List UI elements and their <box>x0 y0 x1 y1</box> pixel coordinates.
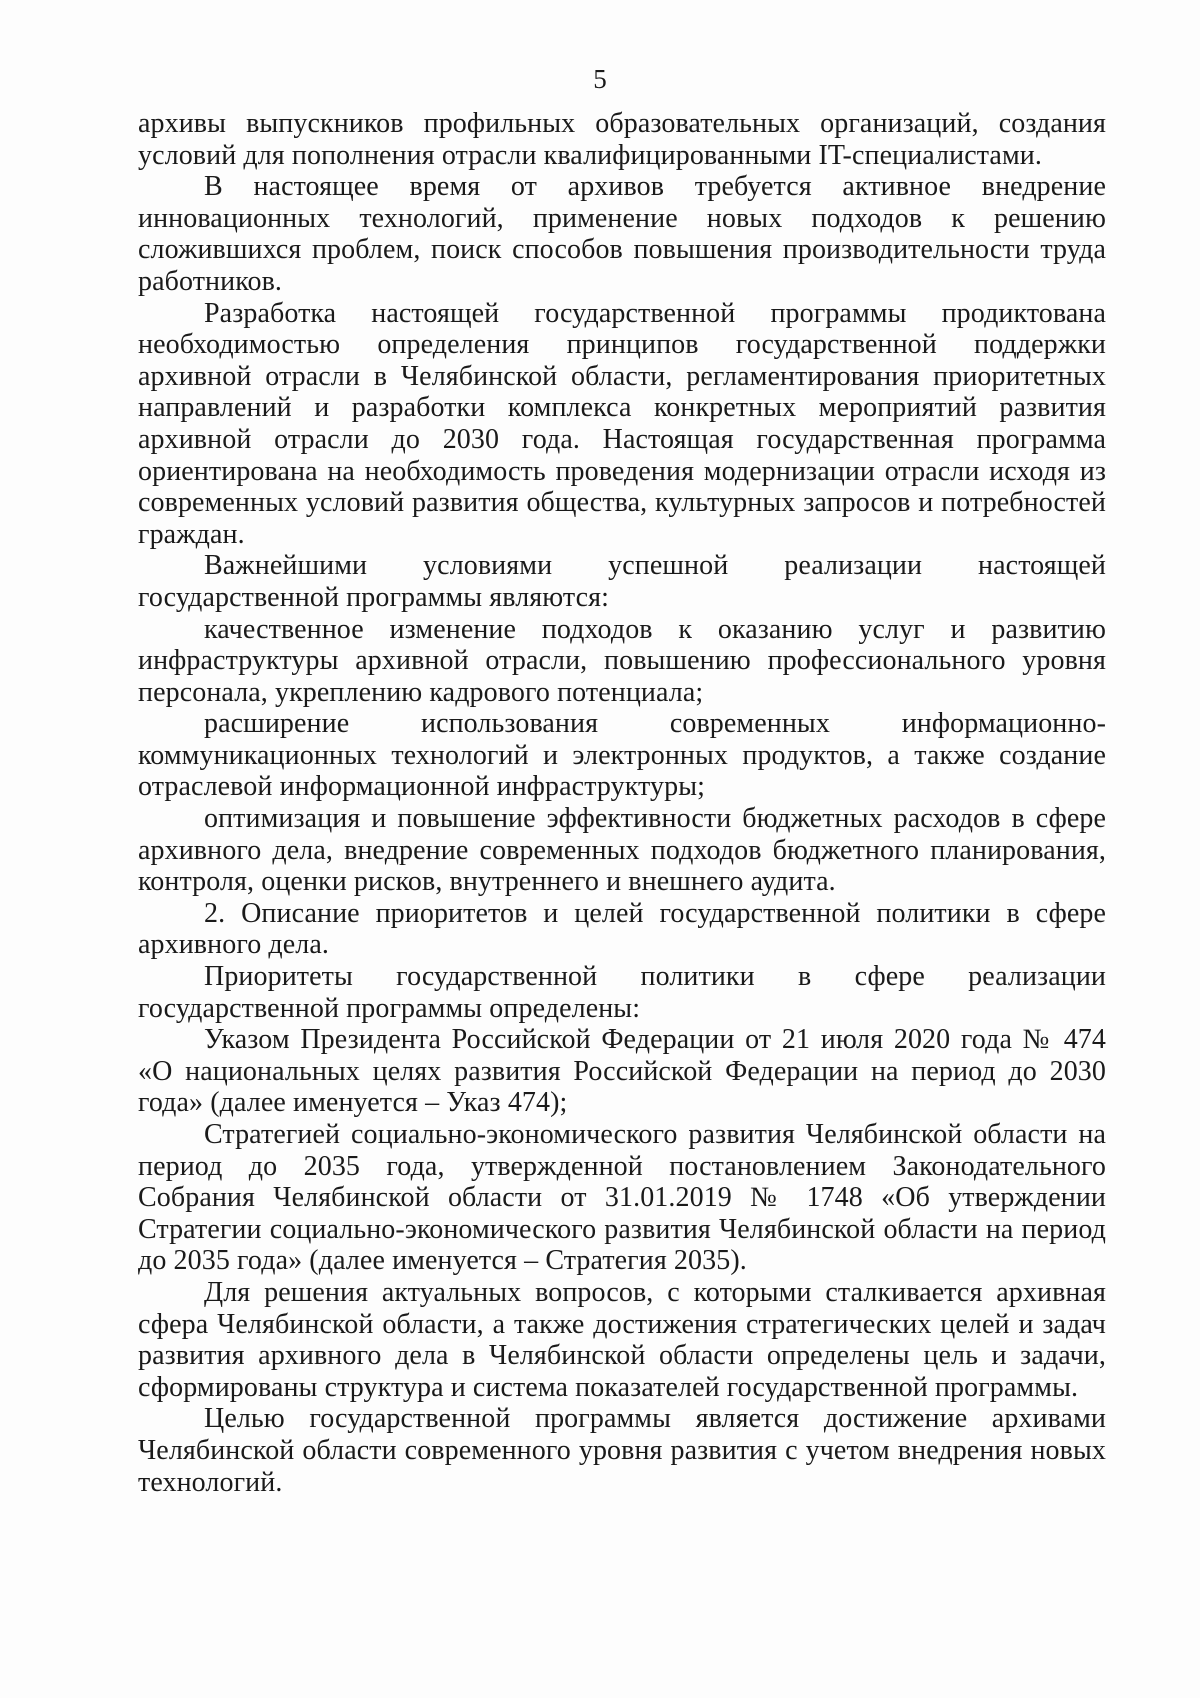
paragraph: Разработка настоящей государственной программы продиктована необходимостью определения принципов государственной поддержки архивной отрасли в Челябинской области, регламентирования приоритетных направлений и разработки комплекса конкретных мероприятий развития архивной отрасли до 2030 года. Настоящая государственная программа ориентирована на необходимость проведения модернизации отрасли исходя из современных условий развития общества, культурных запросов и потребностей граждан. <box>138 297 1106 550</box>
paragraph: Целью государственной программы является достижение архивами Челябинской области современного уровня развития с учетом внедрения новых технологий. <box>138 1403 1106 1498</box>
paragraph: Приоритеты государственной политики в сфере реализации государственной программы определены: <box>138 961 1106 1024</box>
section-heading: 2. Описание приоритетов и целей государственной политики в сфере архивного дела. <box>138 897 1106 961</box>
list-item: Указом Президента Российской Федерации от 21 июля 2020 года № 474 «О национальных целях развития Российской Федерации на период до 2030 года» (далее именуется – Указ 474); <box>138 1024 1106 1119</box>
paragraph: архивы выпускников профильных образовательных организаций, создания условий для пополнения отрасли квалифицированными IT-специалистами. <box>138 108 1106 171</box>
list-item: Стратегией социально-экономического развития Челябинской области на период до 2035 года, утвержденной постановлением Законодательного Собрания Челябинской области от 31.01.2019 № 1748 «Об утверждении Стратегии социально-экономического развития Челябинской области на период до 2035 года» (далее именуется – Стратегия 2035). <box>138 1119 1106 1277</box>
list-item: качественное изменение подходов к оказанию услуг и развитию инфраструктуры архивной отрасли, повышению профессионального уровня персонала, укреплению кадрового потенциала; <box>138 613 1106 708</box>
page-number: 5 <box>593 64 607 94</box>
paragraph: Важнейшими условиями успешной реализации настоящей государственной программы являются: <box>138 550 1106 613</box>
paragraph: В настоящее время от архивов требуется активное внедрение инновационных технологий, применение новых подходов к решению сложившихся проблем, поиск способов повышения производительности труда работников. <box>138 171 1106 297</box>
paragraph: Для решения актуальных вопросов, с которыми сталкивается архивная сфера Челябинской области, а также достижения стратегических целей и задач развития архивного дела в Челябинской области определены цель и задачи, сформированы структура и система показателей государственной программы. <box>138 1276 1106 1403</box>
list-item: расширение использования современных информационно-коммуникационных технологий и электронных продуктов, а также создание отраслевой информационной инфраструктуры; <box>138 708 1106 803</box>
list-item: оптимизация и повышение эффективности бюджетных расходов в сфере архивного дела, внедрение современных подходов бюджетного планирования, контроля, оценки рисков, внутреннего и внешнего аудита. <box>138 803 1106 898</box>
document-body <box>138 108 1106 1498</box>
